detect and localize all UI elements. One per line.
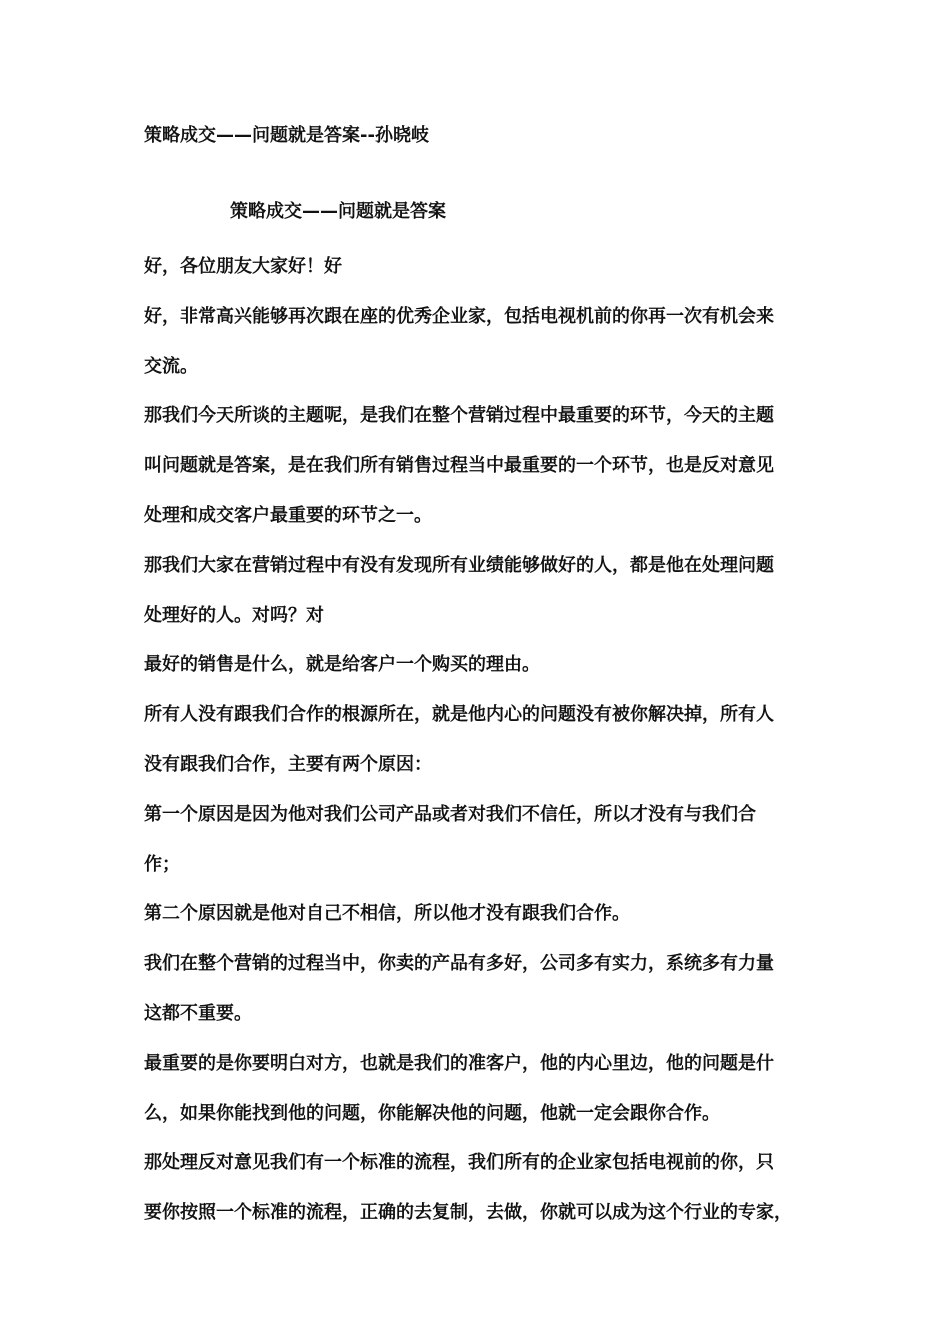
paragraph: 那处理反对意见我们有一个标准的流程，我们所有的企业家包括电视前的你，只 要你按照一个标准的流程，正确的去复制，去做，你就可以成为这个行业的专家，: [144, 1152, 792, 1224]
paragraph: 那我们今天所谈的主题呢，是我们在整个营销过程中最重要的环节，今天的主题 叫问题就是答案，是在我们所有销售过程当中最重要的一个环节，也是反对意见 处理和成交客户最重要的环节之一。: [144, 405, 774, 526]
paragraph: 第二个原因就是他对自己不相信，所以他才没有跟我们合作。: [144, 903, 630, 925]
paragraph: 我们在整个营销的过程当中，你卖的产品有多好，公司多有实力，系统多有力量 这都不重要。: [144, 953, 774, 1024]
paragraph: 那我们大家在营销过程中有没有发现所有业绩能够做好的人，都是他在处理问题 处理好的人。对吗？对: [144, 554, 774, 626]
paragraph: 最好的销售是什么，就是给客户一个购买的理由。: [144, 654, 540, 676]
paragraph: 好，各位朋友大家好！好: [144, 256, 342, 277]
paragraph: 所有人没有跟我们合作的根源所在，就是他内心的问题没有被你解决掉，所有人 没有跟我们合作，主要有两个原因：: [144, 704, 774, 775]
document-title: 策略成交——问题就是答案--孙晓岐: [144, 125, 429, 146]
paragraph: 第一个原因是因为他对我们公司产品或者对我们不信任，所以才没有与我们合 作；: [144, 803, 756, 875]
paragraph: 最重要的是你要明白对方，也就是我们的准客户，他的内心里边，他的问题是什 么，如果你能找到他的问题，你能解决他的问题，他就一定会跟你合作。: [144, 1052, 774, 1124]
document-subtitle: 策略成交——问题就是答案: [230, 201, 446, 222]
document-body: [144, 242, 810, 1238]
paragraph: 好，非常高兴能够再次跟在座的优秀企业家，包括电视机前的你再一次有机会来 交流。: [144, 305, 774, 377]
